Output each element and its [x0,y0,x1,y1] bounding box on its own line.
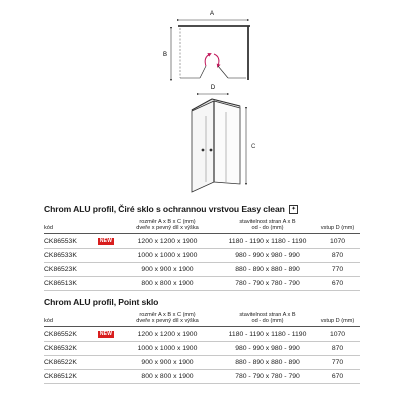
product-code: CK86532K [44,341,97,355]
col-header-entry: vstup D (mm) [315,311,360,327]
entry-cell: 770 [315,262,360,276]
product-code: CK86523K [44,262,97,276]
entry-cell: 670 [315,369,360,383]
col-header-size: rozměr A x B x C (mm) dveře x pevný díl x výška [115,311,220,327]
section-title-easy-clean: Chrom ALU profil, Čiré sklo s ochrannou vrstvou Easy clean ✦ [44,204,298,214]
perspective-view [192,99,256,192]
table-row [44,262,360,276]
entry-cell: 770 [315,355,360,369]
col-header-kod: kód [44,311,97,327]
adjust-cell: 780 - 790 x 780 - 790 [220,369,315,383]
adjust-cell: 780 - 790 x 780 - 790 [220,276,315,290]
spec-table-easy-clean [44,218,360,291]
size-cell: 800 x 800 x 1900 [115,369,220,383]
spec-table-point [44,311,360,384]
size-cell: 1200 x 1200 x 1900 [115,234,220,248]
new-badge: NEW [99,238,113,245]
size-cell: 1000 x 1000 x 1900 [115,341,220,355]
col-header-adjust: stavitelnost stran A x B od - do (mm) [220,218,315,234]
product-code: CK86522K [44,355,97,369]
dimension-a-label: A [209,11,215,17]
size-cell: 900 x 900 x 1900 [115,262,220,276]
table-row [44,327,360,341]
table-header-row [44,218,360,234]
new-badge: NEW [99,331,113,338]
table-row [44,234,360,248]
entry-cell: 1070 [315,234,360,248]
product-code: CK86533K [44,248,97,262]
table-header-row [44,311,360,327]
dimension-b-label: B [162,52,168,58]
size-cell: 1200 x 1200 x 1900 [115,327,220,341]
dimension-d-label: D [210,85,216,91]
dimension-c-label: C [251,144,256,150]
adjust-cell: 1180 - 1190 x 1180 - 1190 [220,327,315,341]
col-header-adjust: stavitelnost stran A x B od - do (mm) [220,311,315,327]
plan-view [163,11,250,94]
section-title-point: Chrom ALU profil, Point sklo [44,297,159,307]
entry-cell: 870 [315,341,360,355]
col-header-entry: vstup D (mm) [315,218,360,234]
table-row [44,276,360,290]
table-row [44,341,360,355]
adjust-cell: 880 - 890 x 880 - 890 [220,355,315,369]
easy-clean-icon: ✦ [289,205,298,214]
adjust-cell: 980 - 990 x 980 - 990 [220,248,315,262]
entry-cell: 670 [315,276,360,290]
product-code: CK86513K [44,276,97,290]
entry-cell: 870 [315,248,360,262]
table-row [44,248,360,262]
adjust-cell: 980 - 990 x 980 - 990 [220,341,315,355]
product-code: CK86512K [44,369,97,383]
product-code: CK86552K [44,327,97,341]
entry-cell: 1070 [315,327,360,341]
size-cell: 1000 x 1000 x 1900 [115,248,220,262]
col-header-size: rozměr A x B x C (mm) dveře x pevný díl x výška [115,218,220,234]
size-cell: 900 x 900 x 1900 [115,355,220,369]
table-row [44,355,360,369]
adjust-cell: 1180 - 1190 x 1180 - 1190 [220,234,315,248]
table-row [44,369,360,383]
size-cell: 800 x 800 x 1900 [115,276,220,290]
product-code: CK86553K [44,234,97,248]
col-header-kod: kód [44,218,97,234]
adjust-cell: 880 - 890 x 880 - 890 [220,262,315,276]
